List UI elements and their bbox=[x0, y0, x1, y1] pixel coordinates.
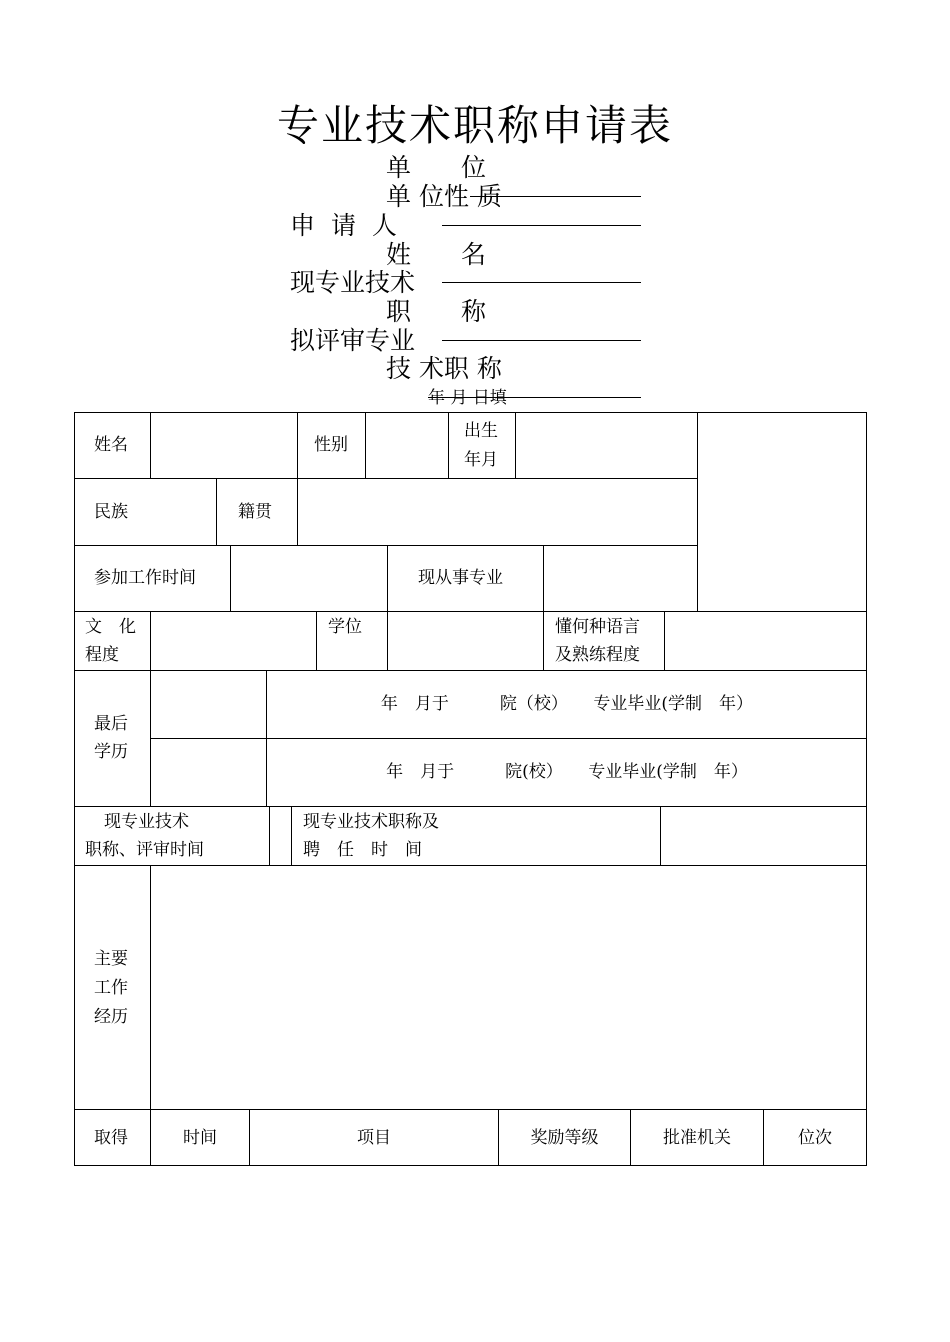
current-major-label: 现从事专业 bbox=[418, 568, 503, 588]
date-fill-label: 年 月 日填 bbox=[428, 388, 507, 408]
edu-input-2[interactable] bbox=[152, 740, 265, 805]
last-edu-label-1: 最后 bbox=[94, 714, 128, 734]
work-exp-label-2: 工作 bbox=[94, 978, 128, 998]
grid-line bbox=[216, 478, 217, 546]
awards-level-header: 奖励等级 bbox=[530, 1128, 599, 1148]
grid-line bbox=[74, 1109, 867, 1110]
degree-input[interactable] bbox=[389, 613, 542, 669]
grid-line bbox=[543, 611, 544, 671]
ethnicity-input[interactable] bbox=[152, 480, 215, 544]
applicant-label: 申 请 人 bbox=[290, 211, 401, 240]
degree-label: 学位 bbox=[328, 617, 362, 637]
culture-label-1: 文 化 bbox=[85, 617, 136, 637]
cur-title-appoint-input[interactable] bbox=[662, 808, 865, 864]
proposed-title-label: 拟评审专业 bbox=[290, 326, 416, 355]
work-exp-input[interactable] bbox=[152, 867, 865, 1108]
page-title: 专业技术职称申请表 bbox=[276, 101, 673, 150]
birth-input[interactable] bbox=[517, 414, 696, 477]
work-start-input[interactable] bbox=[232, 547, 386, 610]
current-major-input[interactable] bbox=[545, 547, 696, 610]
grid-line bbox=[316, 611, 317, 671]
table-border-right bbox=[866, 412, 867, 1166]
edu-input-1[interactable] bbox=[152, 672, 265, 737]
native-place-input[interactable] bbox=[299, 480, 696, 544]
cur-title-review-label-2: 职称、评审时间 bbox=[85, 840, 204, 860]
current-title-label: 现专业技术 bbox=[290, 268, 416, 297]
edu-row-2: 年 月于 院(校） 专业毕业(学制 年） bbox=[386, 762, 748, 782]
gender-label: 性别 bbox=[314, 435, 348, 455]
culture-input[interactable] bbox=[152, 613, 315, 669]
unit-nature-underline[interactable] bbox=[470, 196, 641, 197]
proposed-title-label-2: 技 术职 称 bbox=[386, 354, 502, 383]
language-input[interactable] bbox=[666, 613, 865, 669]
language-label-2: 及熟练程度 bbox=[555, 645, 640, 665]
culture-label-2: 程度 bbox=[85, 645, 119, 665]
grid-line bbox=[387, 545, 388, 612]
table-border-bottom bbox=[74, 1165, 867, 1166]
current-title-label-2: 职 称 bbox=[386, 297, 487, 326]
cur-title-appoint-label-1: 现专业技术职称及 bbox=[303, 812, 439, 832]
date-underline[interactable] bbox=[428, 397, 641, 398]
cur-title-review-input[interactable] bbox=[271, 808, 290, 864]
ethnicity-label: 民族 bbox=[94, 502, 128, 522]
grid-line bbox=[291, 806, 292, 866]
birth-label-2: 年月 bbox=[464, 450, 498, 470]
last-edu-label-2: 学历 bbox=[94, 742, 128, 762]
awards-authority-header: 批准机关 bbox=[663, 1128, 731, 1148]
native-place-label: 籍贯 bbox=[238, 502, 272, 522]
grid-line bbox=[448, 412, 449, 479]
name-input[interactable] bbox=[152, 414, 296, 477]
awards-rank-header: 位次 bbox=[798, 1128, 832, 1148]
cur-title-appoint-label-2: 聘 任 时 间 bbox=[303, 840, 422, 860]
unit-label: 单 位 bbox=[386, 153, 487, 182]
language-label-1: 懂何种语言 bbox=[555, 617, 640, 637]
awards-item-header: 项目 bbox=[357, 1128, 391, 1148]
awards-time-header: 时间 bbox=[183, 1128, 217, 1148]
current-title-underline[interactable] bbox=[442, 282, 641, 283]
birth-label-1: 出生 bbox=[464, 421, 498, 441]
awards-obtain-label: 取得 bbox=[94, 1128, 128, 1148]
work-exp-label-3: 经历 bbox=[94, 1007, 128, 1027]
proposed-title-underline[interactable] bbox=[442, 340, 641, 341]
gender-input[interactable] bbox=[367, 414, 447, 477]
cur-title-review-label-1: 现专业技术 bbox=[104, 812, 189, 832]
work-start-label: 参加工作时间 bbox=[94, 568, 196, 588]
applicant-underline[interactable] bbox=[442, 225, 641, 226]
photo-box[interactable] bbox=[699, 414, 865, 610]
edu-row-1: 年 月于 院（校） 专业毕业(学制 年） bbox=[380, 694, 754, 714]
work-exp-label-1: 主要 bbox=[94, 949, 128, 969]
grid-line bbox=[297, 412, 298, 479]
name-label: 姓名 bbox=[94, 435, 128, 455]
table-border-left bbox=[74, 412, 75, 1166]
unit-nature-label: 单 位性 质 bbox=[386, 182, 502, 211]
name-header-label: 姓 名 bbox=[386, 240, 487, 269]
